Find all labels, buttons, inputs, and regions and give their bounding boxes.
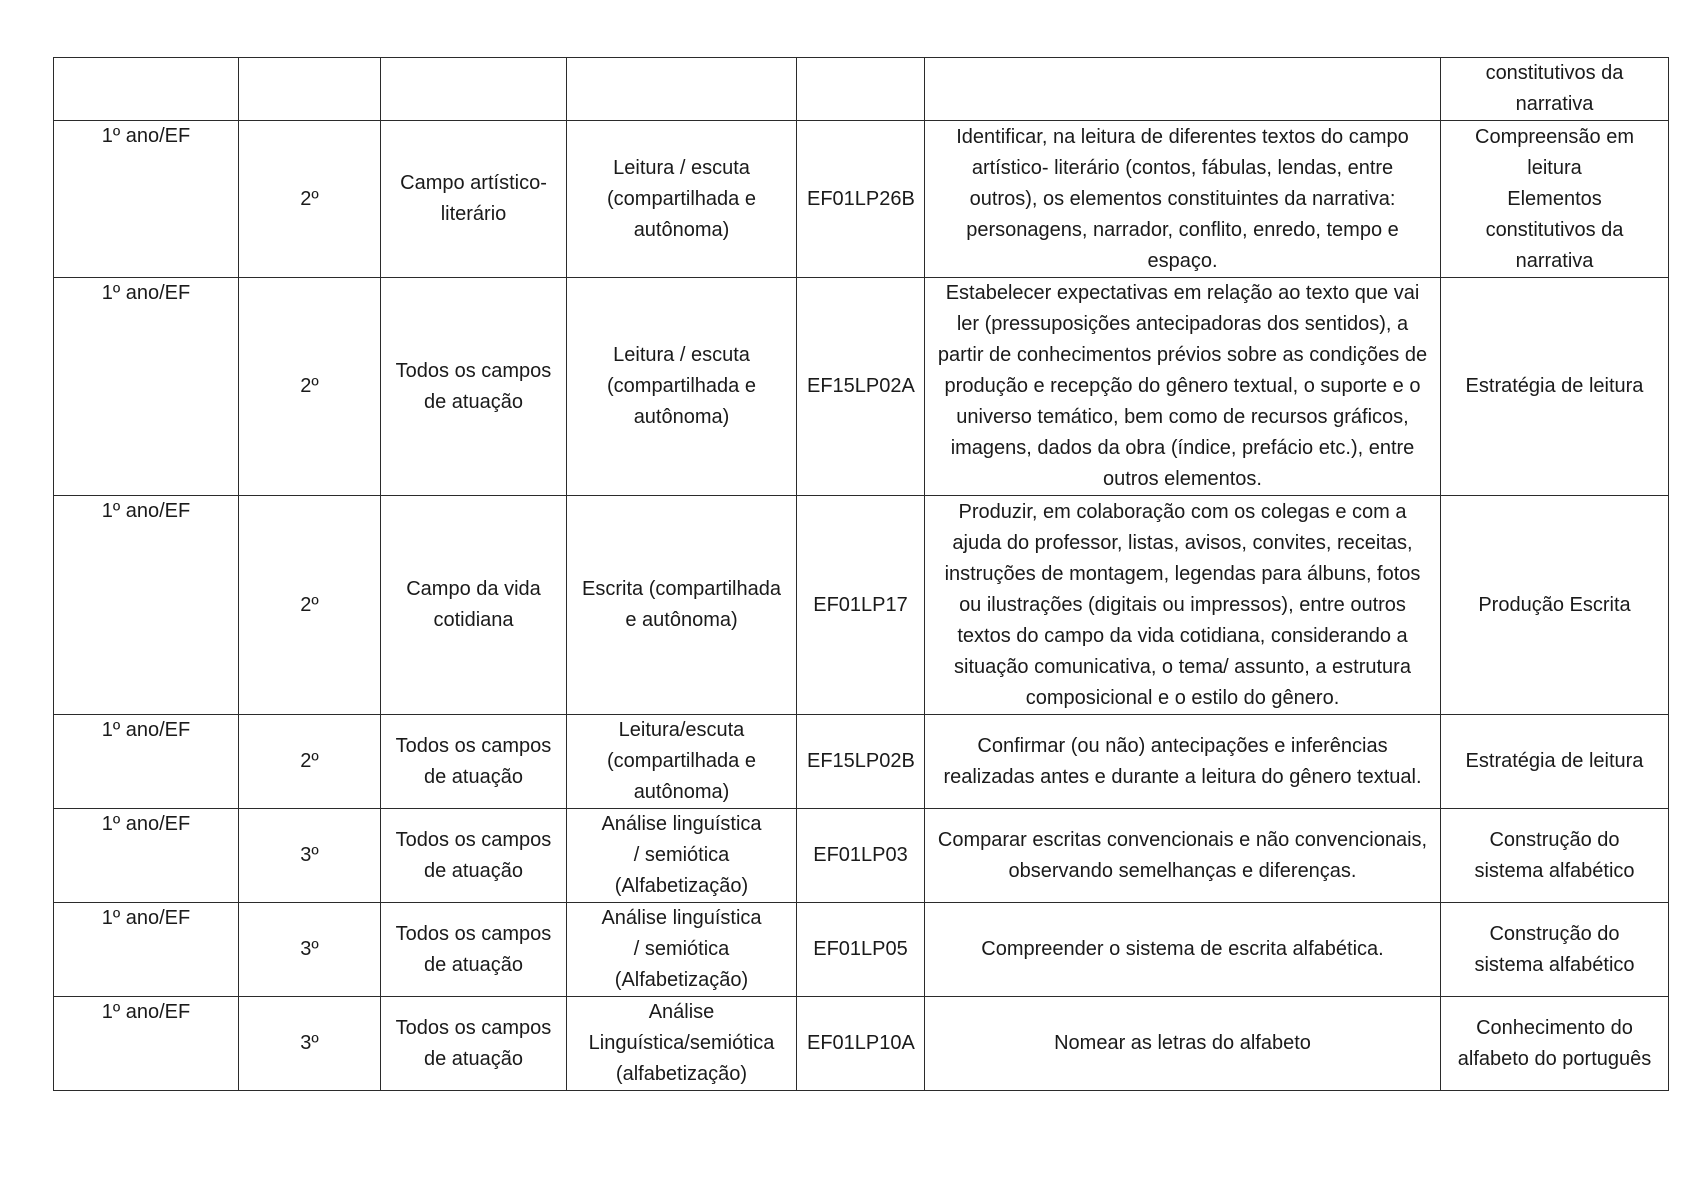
knowledge-object-cell: Conhecimento do alfabeto do português [1441,997,1669,1091]
table-row [54,278,1669,496]
skill-cell: Confirmar (ou não) antecipações e inferências realizadas antes e durante a leitura do gênero textual. [925,715,1441,809]
practice-cell: Análise linguística / semiótica (Alfabetização) [567,903,797,997]
table-row [54,121,1669,278]
practice-cell: Análise Linguística/semiótica (alfabetização) [567,997,797,1091]
knowledge-object-cell: Produção Escrita [1441,496,1669,715]
year-cell: 1º ano/EF [54,496,239,715]
skill-cell: Compreender o sistema de escrita alfabética. [925,903,1441,997]
skill-cell: Produzir, em colaboração com os colegas e com a ajuda do professor, listas, avisos, convites, receitas, instruções de montagem, legendas para álbuns, fotos ou ilustrações (digitais ou impressos), entre outros textos do campo da vida cotidiana, considerando a situação comunicativa, o tema/ assunto, a estrutura composicional e o estilo do gênero. [925,496,1441,715]
code-cell: EF01LP17 [797,496,925,715]
skill-cell: Nomear as letras do alfabeto [925,997,1441,1091]
knowledge-object-cell: Construção do sistema alfabético [1441,903,1669,997]
field-cell: Campo artístico- literário [381,121,567,278]
field-cell: Todos os campos de atuação [381,278,567,496]
practice-cell: Escrita (compartilhada e autônoma) [567,496,797,715]
bimester-cell: 3º [239,997,381,1091]
bimester-cell: 2º [239,278,381,496]
field-cell: Todos os campos de atuação [381,715,567,809]
code-cell: EF01LP26B [797,121,925,278]
knowledge-object-cell: Estratégia de leitura [1441,715,1669,809]
bimester-cell: 3º [239,809,381,903]
table-row [54,496,1669,715]
knowledge-object-cell: Estratégia de leitura [1441,278,1669,496]
table-row [54,58,1669,121]
skill-cell: Identificar, na leitura de diferentes textos do campo artístico- literário (contos, fábulas, lendas, entre outros), os elementos constituintes da narrativa: personagens, narrador, conflito, enredo, tempo e espaço. [925,121,1441,278]
bimester-cell: 3º [239,903,381,997]
skill-cell: Estabelecer expectativas em relação ao texto que vai ler (pressuposições antecipadoras dos sentidos), a partir de conhecimentos prévios sobre as condições de produção e recepção do gênero textual, o suporte e o universo temático, bem como de recursos gráficos, imagens, dados da obra (índice, prefácio etc.), entre outros elementos. [925,278,1441,496]
code-cell: EF15LP02B [797,715,925,809]
table-row [54,997,1669,1091]
table-row [54,809,1669,903]
code-cell: EF01LP03 [797,809,925,903]
bimester-cell: 2º [239,715,381,809]
knowledge-object-cell: Construção do sistema alfabético [1441,809,1669,903]
practice-cell: Análise linguística / semiótica (Alfabetização) [567,809,797,903]
bimester-cell: 2º [239,121,381,278]
curriculum-table [53,57,1669,1091]
skill-cell [925,58,1441,121]
year-cell: 1º ano/EF [54,809,239,903]
year-cell [54,58,239,121]
skill-cell: Comparar escritas convencionais e não convencionais, observando semelhanças e diferenças. [925,809,1441,903]
code-cell: EF15LP02A [797,278,925,496]
year-cell: 1º ano/EF [54,715,239,809]
field-cell: Todos os campos de atuação [381,997,567,1091]
bimester-cell [239,58,381,121]
field-cell: Campo da vida cotidiana [381,496,567,715]
practice-cell: Leitura / escuta (compartilhada e autônoma) [567,121,797,278]
year-cell: 1º ano/EF [54,121,239,278]
table-row [54,715,1669,809]
practice-cell: Leitura/escuta (compartilhada e autônoma) [567,715,797,809]
year-cell: 1º ano/EF [54,278,239,496]
practice-cell [567,58,797,121]
code-cell [797,58,925,121]
code-cell: EF01LP05 [797,903,925,997]
knowledge-object-cell: Compreensão em leitura Elementos constitutivos da narrativa [1441,121,1669,278]
table-row [54,903,1669,997]
field-cell: Todos os campos de atuação [381,903,567,997]
practice-cell: Leitura / escuta (compartilhada e autônoma) [567,278,797,496]
field-cell [381,58,567,121]
code-cell: EF01LP10A [797,997,925,1091]
bimester-cell: 2º [239,496,381,715]
year-cell: 1º ano/EF [54,997,239,1091]
field-cell: Todos os campos de atuação [381,809,567,903]
knowledge-object-cell: constitutivos da narrativa [1441,58,1669,121]
year-cell: 1º ano/EF [54,903,239,997]
